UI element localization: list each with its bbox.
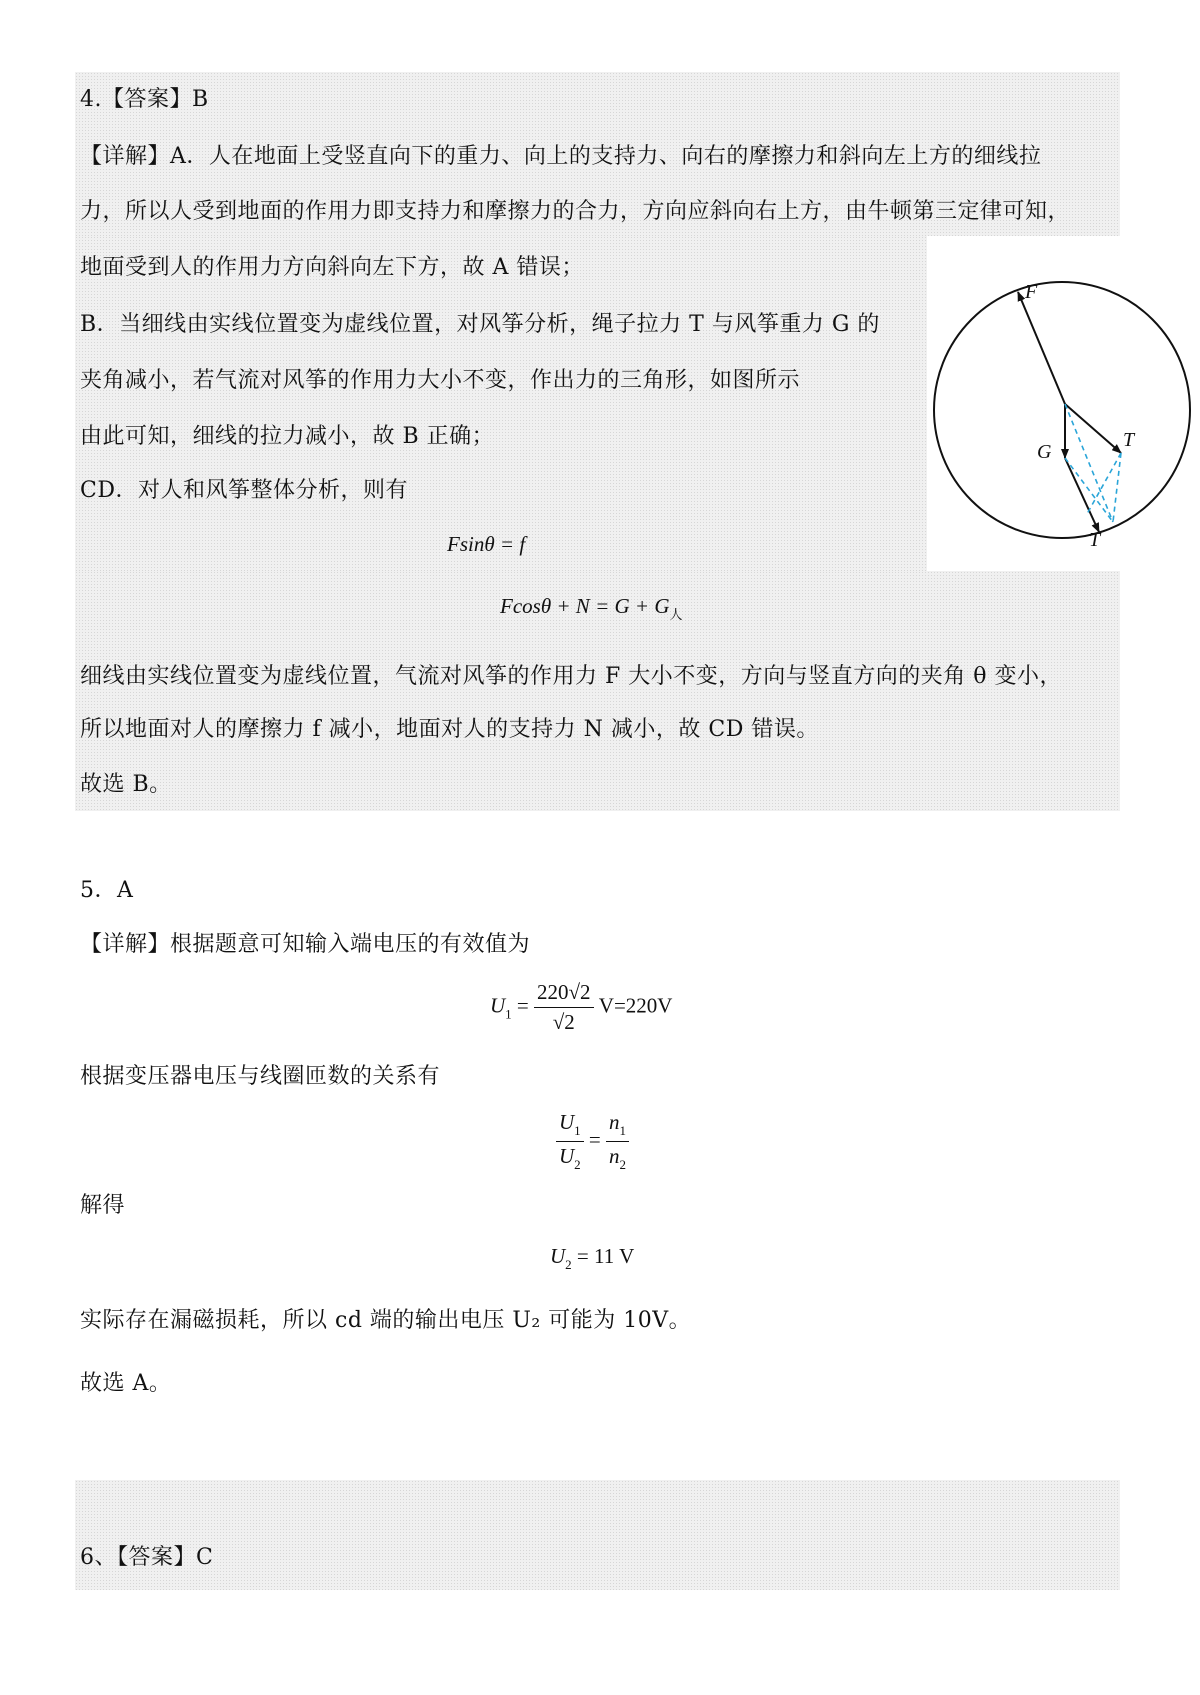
q5-ratio-n2: n <box>609 1144 620 1168</box>
q4-option-b-line-2: 夹角减小，若气流对风筝的作用力大小不变，作出力的三角形，如图所示 <box>80 368 801 393</box>
q5-turns-ratio <box>606 1110 629 1173</box>
diagram-circle <box>934 282 1190 538</box>
q4-detail-line-1: 【详解】A．人在地面上受竖直向下的重力、向上的支持力、向右的摩擦力和斜向左上方的细线拉 <box>80 144 1042 169</box>
q4-equation-2-main: Fcosθ + N = G + G <box>500 594 670 618</box>
q5-ratio-u2: U <box>559 1144 575 1168</box>
q5-conclusion: 故选 A。 <box>80 1371 172 1396</box>
q4-equation-2 <box>500 594 683 623</box>
q5-voltage-ratio <box>556 1110 584 1173</box>
q5-u1-symbol: U <box>490 993 506 1018</box>
q4-detail-line-3: 地面受到人的作用力方向斜向左下方，故 A 错误； <box>80 255 584 280</box>
force-triangle-diagram <box>927 236 1200 571</box>
q6-heading: 6、【答案】C <box>80 1545 214 1570</box>
q4-equation-2-subscript: 人 <box>669 607 683 622</box>
q5-u1-equation <box>490 980 672 1035</box>
q5-u2-value: = 11 V <box>576 1244 635 1268</box>
q5-ratio-n1: n <box>609 1110 620 1134</box>
q4-conclusion: 故选 B。 <box>80 772 172 797</box>
q4-after-line-1: 细线由实线位置变为虚线位置，气流对风筝的作用力 F 大小不变，方向与竖直方向的夹角 θ 变小， <box>80 664 1062 689</box>
q4-option-b-line-3: 由此可知，细线的拉力减小，故 B 正确； <box>80 424 495 449</box>
q5-ratio-n2-sub: 2 <box>619 1157 627 1172</box>
q5-u1-equals: = <box>516 993 529 1018</box>
q4-detail-line-2: 力，所以人受到地面的作用力即支持力和摩擦力的合力，方向应斜向右上方，由牛顿第三定律可知， <box>80 199 1071 224</box>
q4-option-cd-line: CD．对人和风筝整体分析，则有 <box>80 478 408 503</box>
q5-u2-subscript: 2 <box>565 1257 572 1272</box>
label-F: F <box>1025 281 1038 303</box>
q5-ratio-equation <box>556 1110 629 1173</box>
q5-ratio-u1: U <box>559 1110 575 1134</box>
label-G: G <box>1037 441 1052 463</box>
q5-u1-result: V=220V <box>598 993 673 1018</box>
q5-heading: 5．A <box>80 878 134 903</box>
q5-loss-text: 实际存在漏磁损耗，所以 cd 端的输出电压 U₂ 可能为 10V。 <box>80 1308 692 1333</box>
q4-heading: 4.【答案】B <box>80 87 209 112</box>
q5-ratio-u1-sub: 1 <box>574 1123 581 1138</box>
q5-ratio-u2-sub: 2 <box>574 1157 581 1172</box>
q5-solve-text: 解得 <box>80 1193 126 1218</box>
q5-relation-text: 根据变压器电压与线圈匝数的关系有 <box>80 1064 441 1089</box>
q5-u2-equation <box>550 1244 634 1273</box>
q5-ratio-n1-sub: 1 <box>619 1123 627 1138</box>
q5-detail: 【详解】根据题意可知输入端电压的有效值为 <box>80 932 531 957</box>
q6-shade <box>75 1480 1120 1590</box>
q4-equation-1: Fsinθ = f <box>447 532 526 556</box>
q4-option-b-line-1: B．当细线由实线位置变为虚线位置，对风筝分析，绳子拉力 T 与风筝重力 G 的 <box>80 312 880 337</box>
q5-u2-symbol: U <box>550 1244 566 1268</box>
label-T-upper: T <box>1123 429 1135 451</box>
q5-u1-numerator: 220√2 <box>534 980 594 1008</box>
q4-shade-middle <box>75 236 927 571</box>
label-T-lower: T <box>1089 529 1101 551</box>
q5-u1-denominator: √2 <box>552 1010 575 1034</box>
q5-ratio-equals: = <box>588 1127 601 1152</box>
q5-u1-subscript: 1 <box>505 1006 512 1022</box>
q5-u1-fraction <box>534 980 594 1035</box>
q4-after-line-2: 所以地面对人的摩擦力 f 减小，地面对人的支持力 N 减小，故 CD 错误。 <box>80 717 819 742</box>
